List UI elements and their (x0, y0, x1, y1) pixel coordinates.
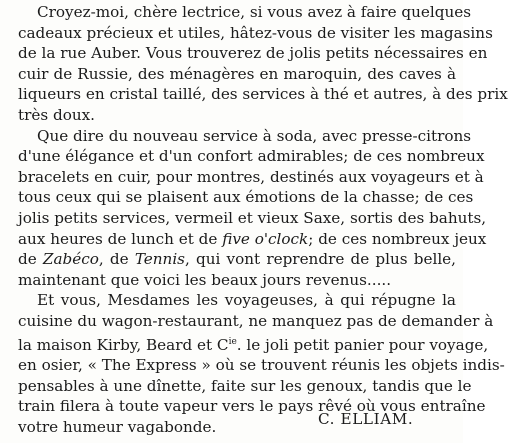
text-line: de la rue Auber. Vous trouverez de jolis petits nécessaires en (18, 44, 488, 63)
text-line-mixed (18, 332, 489, 356)
text-line: maintenant que voici les beaux jours revenus..... (18, 270, 392, 289)
article-body (18, 2, 508, 438)
text-line: cuir de Russie, des ménagères en maroquin, des caves à (18, 64, 456, 83)
text-segment: la maison Kirby, Beard et C (18, 335, 229, 354)
text-line: jolis petits services, vermeil et vieux Saxe, sortis des bahuts, (18, 208, 487, 227)
text-line: votre humeur vagabonde. (18, 417, 217, 436)
text-line: liqueurs en cristal taillé, des services à thé et autres, à des prix (18, 85, 508, 104)
text-line-mixed (18, 249, 456, 270)
text-line: cadeaux précieux et utiles, hâtez-vous de visiter les magasins (18, 23, 493, 42)
italic-tennis: Tennis (134, 250, 185, 269)
text-line: bracelets en cuir, pour montres, destinés aux voyageurs et à (18, 167, 484, 186)
text-line: tous ceux qui se plaisent aux émotions de la chasse; de ces (18, 188, 474, 207)
italic-zabeco: Zabéco (42, 250, 99, 269)
text-segment: de (18, 250, 43, 269)
text-line: pensables à une dînette, faite sur les genoux, tandis que le (18, 376, 472, 395)
text-line: Que dire du nouveau service à soda, avec presse-citrons (37, 126, 472, 145)
text-line: en osier, « The Express » où se trouvent réunis les objets indis- (18, 356, 505, 375)
superscript-ie: ie (228, 336, 237, 347)
text-line: très doux. (18, 105, 96, 124)
text-line: cuisine du wagon-restaurant, ne manquez pas de demander à (18, 311, 494, 330)
paragraph-2 (18, 126, 487, 291)
text-line: Croyez-moi, chère lectrice, si vous avez à faire quelques (37, 3, 472, 21)
text-line-mixed (18, 229, 487, 250)
text-line: Et vous, Mesdames les voyageuses, à qui répugne la (37, 291, 456, 310)
author-signature: C. ELLIAM. (318, 410, 414, 428)
text-line: train filera à toute vapeur vers le pays rêvé où vous entraîne (18, 397, 486, 416)
text-segment: . le joli petit panier pour voyage, (236, 335, 489, 354)
text-segment: aux heures de lunch et de (18, 229, 223, 248)
text-segment: , qui vont reprendre de plus belle, (184, 250, 456, 269)
paragraph-1 (18, 2, 508, 126)
italic-five-oclock: five o'clock (222, 229, 309, 248)
text-line: d'une élégance et d'un confort admirables; de ces nombreux (18, 147, 485, 166)
text-segment: ; de ces nombreux jeux (308, 229, 487, 248)
text-segment: , de (98, 250, 135, 269)
